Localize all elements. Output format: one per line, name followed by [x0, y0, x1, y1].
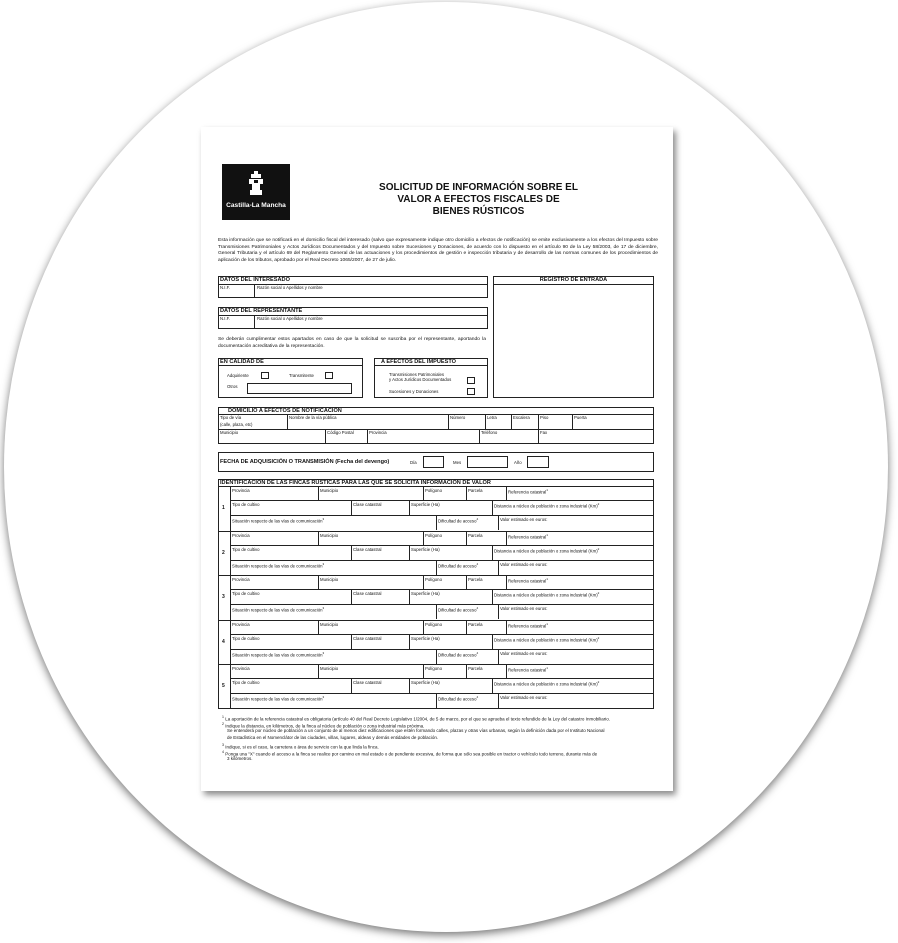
finca-dificultad-label: Dificultad de acceso$^4$ [438, 650, 479, 658]
title-line-3: BIENES RÚSTICOS [432, 206, 525, 217]
finca-poligono-label: Polígono [425, 666, 442, 672]
anio-label: Año [514, 460, 522, 465]
sd-checkbox[interactable] [467, 388, 475, 395]
finca-dificultad-label: Dificultad de acceso$^4$ [438, 606, 479, 613]
castle-crest-icon [246, 171, 266, 197]
finca-poligono-label: Polígono [425, 488, 442, 493]
finca-provincia-label: Provincia [232, 666, 250, 672]
note-3: $^3$ Indique, si es el caso, la carretera o área de servicio con la que linda la finca. [222, 743, 379, 750]
registro-entrada-box [493, 276, 654, 398]
finca-referencia-label: Referencia catastral$^1$ [508, 488, 548, 495]
finca-municipio-label: Municipio [320, 621, 339, 627]
interesado-razon-label: Razón social o Apellidos y nombre [257, 285, 323, 290]
finca-referencia-label: Referencia catastral$^1$ [508, 621, 548, 629]
telefono-label: Teléfono [481, 430, 498, 435]
finca-tipo_cultivo-label: Tipo de cultivo [232, 680, 260, 686]
fincas-title: IDENTIFICACIÓN DE LAS FINCAS RÚSTICAS PARA LAS QUE SE SOLICITA INFORMACIÓN DE VALOR [220, 480, 491, 486]
finca-valor-label: Valor estimado en euros: [500, 695, 548, 701]
tipo-via-label: Tipo de vía [220, 415, 242, 420]
finca-tipo_cultivo-label: Tipo de cultivo [232, 635, 260, 641]
finca-situacion-label: Situación respecto de las vías de comunicación$^3$ [232, 517, 325, 524]
finca-provincia-label: Provincia [232, 577, 250, 583]
letra-label: Letra [487, 415, 497, 420]
sd-label: Sucesiones y Donaciones [389, 389, 439, 394]
finca-number: 5 [222, 683, 225, 690]
finca-distancia-label: Distancia a núcleo de población o zona industrial $(Km)^2$ [494, 546, 600, 554]
finca-parcela-label: Parcela [468, 577, 483, 583]
tp-label-1: Transmisiones Patrimoniales [389, 372, 445, 377]
intro-paragraph: Esta información que se notificará en el domicilio fiscal del interesado (salvo que expresamente indique otro domicilio a efectos de notificación) se emite exclusivamente a los efectos del Impuesto sobre Transmisiones Patrimoniales y Actos Jurídicos Documentados y del Impuesto sobre Sucesiones y Donaciones, de acuerdo con lo dispuesto en el artículo 90 de la Ley 58/2003, de 17 de diciembre, General Tributaria y el artículo 69 del Reglamento General de las actuaciones y los procedimientos de gestión e inspección tributaria y de desarrollo de las normas comunes de los procedimientos de aplicación de los tributos, aprobado por el Real Decreto 1065/2007, de 27 de julio. [218, 238, 658, 263]
finca-valor-label: Valor estimado en euros: [500, 561, 548, 567]
finca-parcela-label: Parcela [468, 532, 483, 538]
calidad-title: EN CALIDAD DE [220, 359, 264, 365]
finca-superficie-label: Superficie (Ha) [411, 546, 440, 552]
otros-field[interactable] [247, 383, 352, 394]
nombre-via-label: Nombre de la vía pública [289, 415, 337, 420]
note-2: $^2$ Indique la distancia, en kilómetros, de la finca al núcleo de población o zona industrial más próxima. [222, 722, 425, 729]
finca-superficie-label: Superficie (Ha) [411, 591, 440, 597]
fecha-title: FECHA DE ADQUISICIÓN O TRANSMISIÓN (Fecha del devengo) [220, 459, 390, 465]
finca-superficie-label: Superficie (Ha) [411, 635, 440, 641]
finca-valor-label: Valor estimado en euros: [500, 606, 548, 612]
finca-referencia-label: Referencia catastral$^1$ [508, 577, 548, 584]
finca-number: 2 [222, 549, 225, 556]
tp-checkbox[interactable] [467, 377, 475, 384]
finca-poligono-label: Polígono [425, 577, 442, 583]
finca-situacion-label: Situación respecto de las vías de comunicación$^3$ [232, 561, 325, 569]
dia-field[interactable] [423, 456, 444, 468]
representante-title: DATOS DEL REPRESENTANTE [220, 308, 303, 314]
finca-clase-label: Clase catastral [353, 546, 382, 552]
finca-number: 4 [222, 638, 225, 645]
representante-razon-label: Razón social o Apellidos y nombre [257, 316, 323, 321]
finca-tipo_cultivo-label: Tipo de cultivo [232, 591, 260, 597]
finca-distancia-label: Distancia a núcleo de población o zona industrial $(Km)^2$ [494, 591, 600, 598]
finca-parcela-label: Parcela [468, 666, 483, 672]
finca-distancia-label: Distancia a núcleo de población o zona industrial $(Km)^2$ [494, 680, 600, 687]
tp-label-2: y Actos Jurídicos Documentados [389, 377, 452, 382]
title-line-1: SOLICITUD DE INFORMACIÓN SOBRE EL [379, 182, 578, 193]
finca-situacion-label: Situación respecto de las vías de comunicación$^3$ [232, 650, 325, 658]
fax-label: Fax [540, 430, 548, 435]
finca-municipio-label: Municipio [320, 577, 339, 583]
finca-clase-label: Clase catastral [353, 502, 382, 507]
codigo-postal-label: Código Postal [327, 430, 354, 435]
note-4b: 3 kilómetros. [227, 756, 253, 761]
otros-label: Otros [227, 384, 238, 389]
finca-municipio-label: Municipio [320, 488, 339, 493]
escalera-label: Escalera [513, 415, 530, 420]
finca-dificultad-label: Dificultad de acceso$^4$ [438, 517, 479, 524]
interesado-nif-label: N.I.F. [220, 285, 231, 290]
finca-parcela-label: Parcela [468, 621, 483, 627]
finca-provincia-label: Provincia [232, 488, 250, 493]
logo-text: Castilla-La Mancha [226, 202, 286, 209]
mes-field[interactable] [467, 456, 508, 468]
finca-situacion-label: Situación respecto de las vías de comunicación$^3$ [232, 606, 325, 613]
finca-distancia-label: Distancia a núcleo de población o zona industrial $(Km)^2$ [494, 635, 600, 643]
title-line-2: VALOR A EFECTOS FISCALES DE [397, 194, 560, 205]
interesado-title: DATOS DEL INTERESADO [220, 277, 290, 283]
representante-razon-field[interactable] [255, 321, 487, 328]
finca-poligono-label: Polígono [425, 621, 442, 627]
interesado-nif-field[interactable] [219, 290, 254, 297]
document-title [351, 182, 606, 218]
finca-distancia-label: Distancia a núcleo de población o zona industrial $(Km)^2$ [494, 502, 600, 509]
finca-number: 1 [222, 505, 225, 511]
finca-tipo_cultivo-label: Tipo de cultivo [232, 502, 260, 507]
finca-clase-label: Clase catastral [353, 591, 382, 597]
municipio-label: Municipio [220, 430, 239, 435]
form-page [201, 127, 673, 791]
finca-referencia-label: Referencia catastral$^1$ [508, 532, 548, 540]
mes-label: Mes [453, 460, 462, 465]
adquiriente-checkbox[interactable] [261, 372, 269, 379]
representante-nif-label: N.I.F. [220, 316, 231, 321]
finca-valor-label: Valor estimado en euros: [500, 517, 548, 522]
logo [222, 164, 290, 220]
domicilio-title: DOMICILIO A EFECTOS DE NOTIFICACIÓN [228, 408, 342, 414]
adquiriente-label: Adquiriente [227, 373, 249, 378]
finca-superficie-label: Superficie (Ha) [411, 680, 440, 686]
finca-provincia-label: Provincia [232, 532, 250, 538]
anio-field[interactable] [527, 456, 549, 468]
finca-poligono-label: Polígono [425, 532, 442, 538]
finca-municipio-label: Municipio [320, 666, 339, 672]
note-4: $^4$ Ponga una "X" cuando el acceso a la finca se realice por camino en mal estado o de pendiente excesiva, de forma que sólo sea posible en tractor o vehículo todo terreno, durante más de [222, 750, 598, 757]
transmitente-label: Transmitente [289, 373, 314, 378]
provincia-label: Provincia [369, 430, 387, 435]
finca-municipio-label: Municipio [320, 532, 339, 538]
representante-note: Se deberán cumplimentar estos apartados en caso de que la solicitud se suscriba por el representante, aportando la documentación acreditativa de la representación. [218, 337, 486, 349]
finca-situacion-label: Situación respecto de las vías de comunicación$^3$ [232, 695, 325, 702]
interesado-razon-field[interactable] [255, 290, 487, 297]
impuesto-title: A EFECTOS DEL IMPUESTO [381, 359, 457, 365]
numero-label: Número [450, 415, 466, 420]
finca-provincia-label: Provincia [232, 621, 250, 627]
finca-parcela-label: Parcela [468, 488, 483, 493]
note-2c: de Estadística en el Nomenclátor de las ciudades, villas, lugares, aldeas y demás entidades de población. [227, 735, 439, 740]
finca-number: 3 [222, 594, 225, 601]
tipo-via-sublabel: (calle, plaza, etc) [220, 422, 253, 427]
finca-tipo_cultivo-label: Tipo de cultivo [232, 546, 260, 552]
finca-dificultad-label: Dificultad de acceso$^4$ [438, 695, 479, 702]
dia-label: Día [410, 460, 417, 465]
note-1: $^1$ La aportación de la referencia catastral es obligatoria (artículo 40 del Real Decreto Legislativo 1/2004, de 5 de marzo, por el que se aprueba el texto refundido de la Ley del catastro Inmobiliario. [222, 715, 610, 722]
piso-label: Piso [540, 415, 549, 420]
finca-superficie-label: Superficie (Ha) [411, 502, 440, 507]
puerta-label: Puerta [574, 415, 587, 420]
representante-nif-field[interactable] [219, 321, 254, 328]
registro-entrada-title: REGISTRO DE ENTRADA [539, 277, 608, 283]
finca-clase-label: Clase catastral [353, 680, 382, 686]
finca-referencia-label: Referencia catastral$^1$ [508, 666, 548, 673]
finca-valor-label: Valor estimado en euros: [500, 650, 548, 656]
note-2b: Se entenderá por núcleo de población a un conjunto de al menos diez edificaciones que estén formando calles, plazas y otras vías urbanas, según la definición dada por el Instituto Nacional [227, 728, 605, 733]
transmitente-checkbox[interactable] [325, 372, 333, 379]
finca-clase-label: Clase catastral [353, 635, 382, 641]
finca-dificultad-label: Dificultad de acceso$^4$ [438, 561, 479, 569]
